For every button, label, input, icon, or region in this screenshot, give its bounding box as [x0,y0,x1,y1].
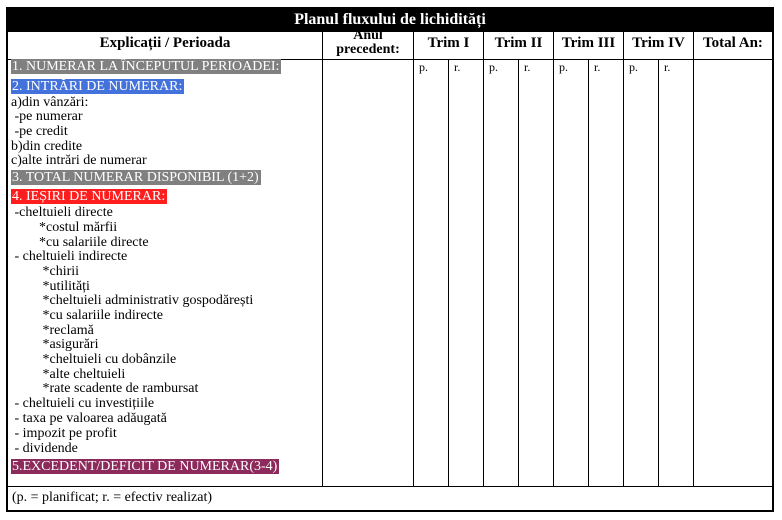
section-3-row [11,171,261,186]
sub-label-p: p. [559,60,568,74]
header-explicatii: Explicații / Perioada [99,35,231,51]
section-3-label: 3. TOTAL NUMERAR DISPONIBIL (1+2) [12,170,259,185]
list-item: - cheltuieli cu investițiile [11,396,155,411]
sub-label-r: r. [594,60,601,74]
list-item: -pe credit [11,124,68,139]
sub-divider [448,59,449,486]
list-item: *utilități [11,279,90,294]
list-item: b)din credite [11,139,83,154]
list-item: *reclamă [11,323,94,338]
sub-label-r: r. [524,60,531,74]
list-item: *cheltuieli administrativ gospodărești [11,293,254,308]
header-trim-3: Trim III [561,35,616,51]
list-item: - taxa pe valoarea adăugată [11,411,167,426]
cash-flow-table [6,7,774,512]
table-title: Planul fluxului de lichidități [8,9,772,31]
sub-label-p: p. [419,60,428,74]
sub-label-r: r. [664,60,671,74]
list-item: -pe numerar [11,109,83,124]
sub-label-r: r. [454,60,461,74]
section-5-row [11,460,279,475]
col-divider [553,31,554,486]
list-item: -cheltuieli directe [11,205,113,220]
sub-label-p: p. [489,60,498,74]
sub-label-p: p. [629,60,638,74]
col-divider [322,31,323,486]
list-item: - dividende [11,441,78,456]
section-2-label: 2. INTRĂRI DE NUMERAR: [12,79,183,94]
list-item: - cheltuieli indirecte [11,249,128,264]
col-divider [483,31,484,486]
sub-divider [588,59,589,486]
list-item: *cu salariile directe [11,235,149,250]
list-item: a)din vânzări: [11,95,89,110]
list-item: - impozit pe profit [11,426,117,441]
header-trim-2: Trim II [494,35,543,51]
section-2-row [11,80,184,95]
list-item: c)alte intrări de numerar [11,153,147,168]
list-item: *cheltuieli cu dobânzile [11,352,177,367]
col-divider [693,31,694,486]
legend-footnote: (p. = planificat; r. = efectiv realizat) [12,490,213,505]
col-divider [623,31,624,486]
list-item: *chirii [11,264,80,279]
footer-divider [8,486,772,487]
section-4-label: 4. IEȘIRI DE NUMERAR: [12,189,166,204]
header-anul-precedent: Anul precedent: [336,28,400,57]
sub-divider [658,59,659,486]
header-trim-4: Trim IV [632,35,685,51]
header-total-an: Total An: [703,35,763,51]
list-item: *rate scadente de rambursat [11,381,199,396]
list-item: *alte cheltuieli [11,367,126,382]
header-trim-1: Trim I [427,35,470,51]
list-item: *costul mărfii [11,220,118,235]
section-1-label: 1. NUMERAR LA ÎNCEPUTUL PERIOADEI: [12,59,280,74]
section-4-row [11,190,167,205]
list-item: *asigurări [11,337,99,352]
section-5-label: 5.EXCEDENT/DEFICIT DE NUMERAR(3-4) [12,459,278,474]
list-item: *cu salariile indirecte [11,308,163,323]
sub-divider [518,59,519,486]
col-divider [413,31,414,486]
section-1-row [11,60,281,75]
